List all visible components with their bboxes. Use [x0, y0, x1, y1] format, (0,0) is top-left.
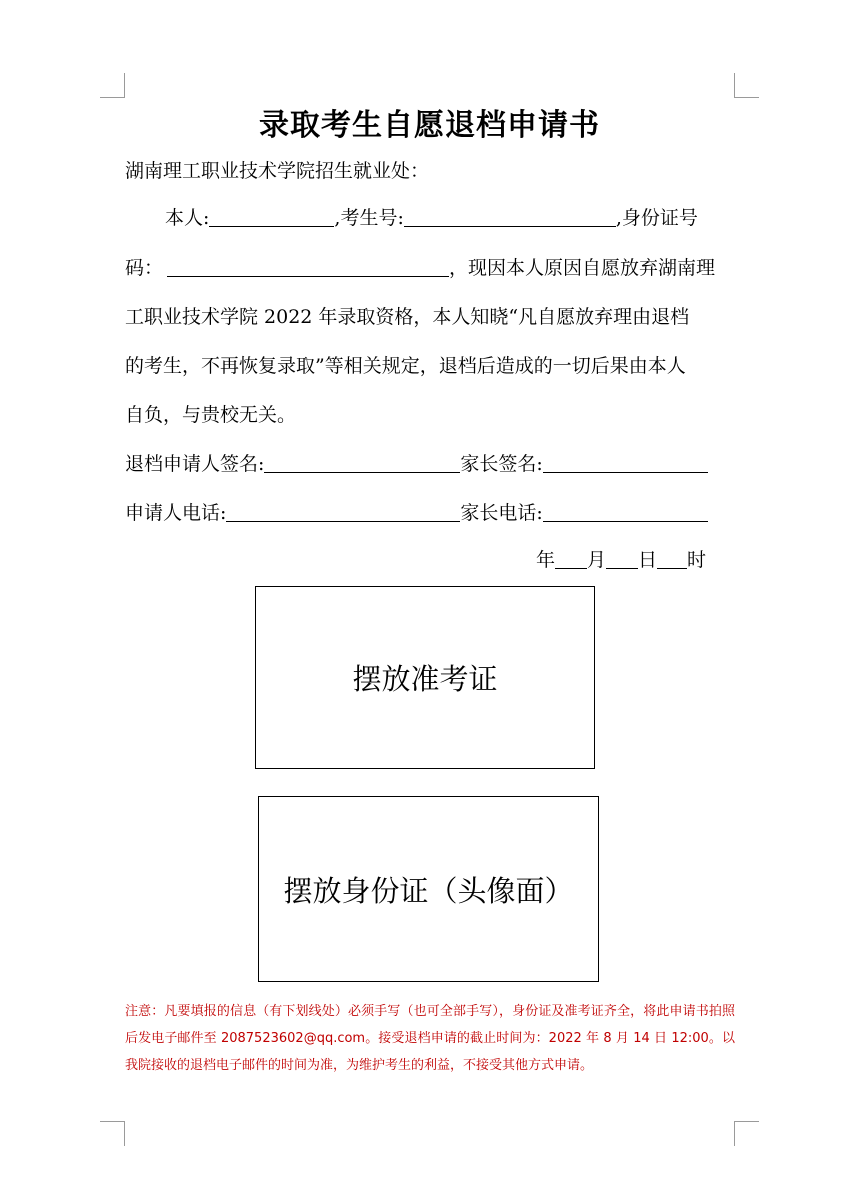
- date-month-label: 月: [587, 549, 607, 571]
- notice-text: 注意：凡要填报的信息（有下划线处）必须手写（也可全部手写），身份证及准考证齐全，将此申请书拍照后发电子邮件至 2087523602@qq.com。接受退档申请的截止时间为：2022 年 8 月 14 日 12:00。以我院接收的退档电子邮件的时间为准，为维护考生的利益，不接受其他方式申请。: [125, 1004, 735, 1073]
- parent-sign-blank[interactable]: [543, 452, 708, 473]
- id-number-blank[interactable]: [167, 256, 449, 277]
- date-year-label: 年: [536, 549, 556, 571]
- date-hour-blank[interactable]: [657, 548, 687, 569]
- document-title: 录取考生自愿退档申请书: [259, 108, 600, 143]
- phone-row: [125, 498, 735, 528]
- id-number-label-part1: ,身份证号: [615, 207, 698, 229]
- applicant-phone-label: 申请人电话:: [125, 502, 227, 524]
- date-day-label: 日: [638, 549, 658, 571]
- body-line-2-text: ，现因本人原因自愿放弃湖南理: [449, 257, 716, 279]
- body-line-4: 的考生，不再恢复录取”等相关规定，退档后造成的一切后果由本人: [125, 355, 686, 377]
- parent-phone-label: 家长电话:: [460, 502, 543, 524]
- body-line-1: [125, 203, 735, 233]
- body-line-5: 自负，与贵校无关。: [125, 404, 297, 426]
- body-line-2: [125, 253, 735, 283]
- page-corner-mark-top-right: [734, 73, 759, 98]
- id-card-box-label: 摆放身份证（头像面）: [283, 873, 574, 908]
- body-line-3: 工职业技术学院 2022 年录取资格，本人知晓“凡自愿放弃理由退档: [125, 306, 690, 328]
- name-blank[interactable]: [209, 206, 334, 227]
- admission-ticket-box: [255, 586, 595, 769]
- id-number-label-part2: 码：: [125, 257, 164, 279]
- self-label: 本人:: [165, 207, 210, 229]
- applicant-sign-blank[interactable]: [264, 452, 460, 473]
- date-day-blank[interactable]: [606, 548, 638, 569]
- parent-sign-label: 家长签名:: [460, 453, 543, 475]
- exam-number-blank[interactable]: [404, 206, 616, 227]
- exam-number-label: ,考生号:: [334, 207, 404, 229]
- parent-phone-blank[interactable]: [543, 501, 708, 522]
- page-corner-mark-bottom-right: [734, 1121, 759, 1146]
- id-card-box: [258, 796, 599, 982]
- page-corner-mark-bottom-left: [100, 1121, 125, 1146]
- admission-ticket-box-label: 摆放准考证: [352, 662, 498, 696]
- date-hour-label: 时: [687, 549, 707, 571]
- page-corner-mark-top-left: [100, 73, 125, 98]
- date-month-blank[interactable]: [555, 548, 587, 569]
- applicant-phone-blank[interactable]: [226, 501, 460, 522]
- addressee: 湖南理工职业技术学院招生就业处：: [125, 160, 430, 182]
- signature-row: [125, 449, 735, 479]
- applicant-sign-label: 退档申请人签名:: [125, 453, 265, 475]
- date-row: [536, 545, 736, 575]
